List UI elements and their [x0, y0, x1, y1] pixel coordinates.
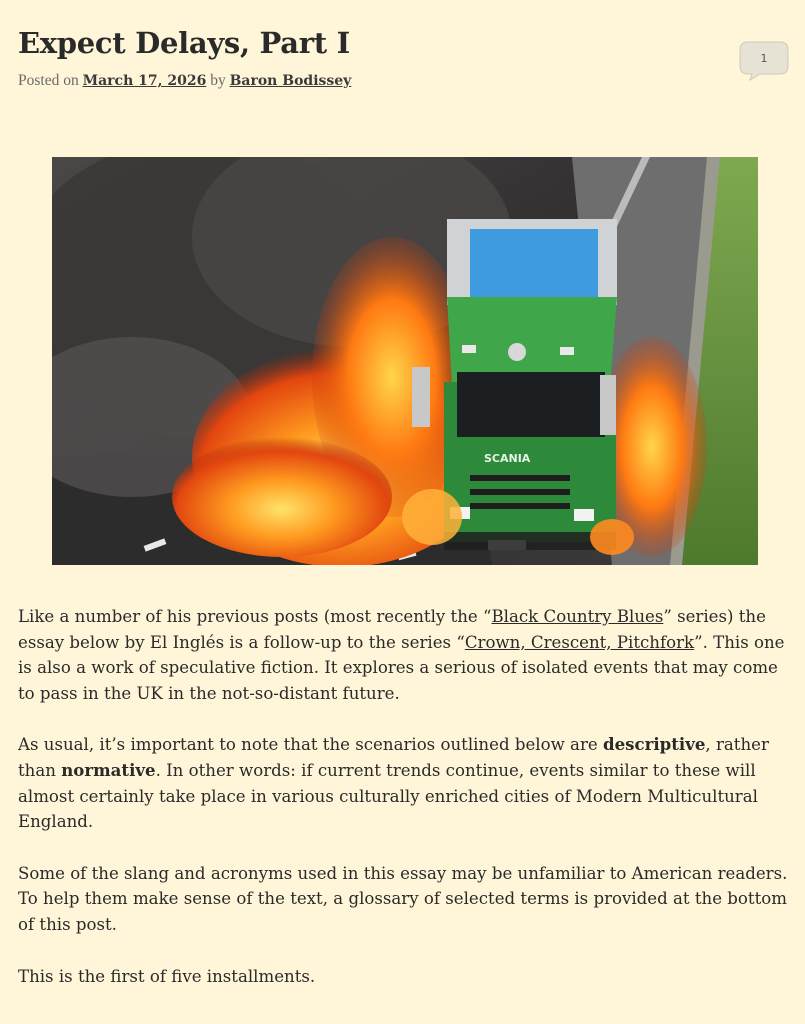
author-link[interactable]: Baron Bodissey: [229, 73, 352, 89]
comment-count: 1: [760, 52, 768, 65]
burning-truck-photo: [52, 157, 758, 565]
entry-content: [18, 604, 793, 1015]
paragraph-1: [18, 604, 793, 706]
paragraph-4: This is the first of five installments.: [18, 966, 316, 986]
featured-image[interactable]: [52, 157, 758, 565]
by-label: by: [210, 72, 226, 89]
p1-text-2: ” series) the essay below by El Inglés is a follow-up to the series “: [18, 607, 766, 652]
p2-text-1: As usual, it’s important to note that the scenarios outlined below are: [18, 735, 603, 755]
post-title[interactable]: Expect Delays, Part I: [18, 26, 350, 60]
black-country-blues-link[interactable]: Black Country Blues: [491, 607, 664, 626]
descriptive-emphasis: descriptive: [602, 734, 706, 755]
posted-on-label: Posted on: [18, 72, 79, 89]
p1-text-3: ”. This one is also a work of speculative fiction. It explores a serious of isolated events that may come to pass in the UK in the not-so-distant future.: [18, 632, 785, 703]
comments-link[interactable]: [738, 40, 790, 82]
p2-text-2: , rather than: [18, 735, 769, 780]
p1-text-1: Like a number of his previous posts (most recently the “: [18, 607, 492, 626]
truck-grille-text: SCANIA: [484, 452, 531, 465]
normative-emphasis: normative: [61, 759, 156, 780]
crown-crescent-pitchfork-link[interactable]: Crown, Crescent, Pitchfork: [464, 632, 695, 652]
paragraph-2: [18, 732, 793, 834]
p2-text-3: . In other words: if current trends continue, events similar to these will almost certainly take place in various culturally enriched cities of Modern Multicultural England.: [18, 760, 758, 832]
paragraph-3: Some of the slang and acronyms used in this essay may be unfamiliar to American readers. To help them make sense of the text, a glossary of selected terms is provided at the bottom of this post.: [18, 863, 788, 934]
post-date-link[interactable]: March 17, 2026: [82, 73, 207, 89]
post-meta: [18, 72, 351, 90]
